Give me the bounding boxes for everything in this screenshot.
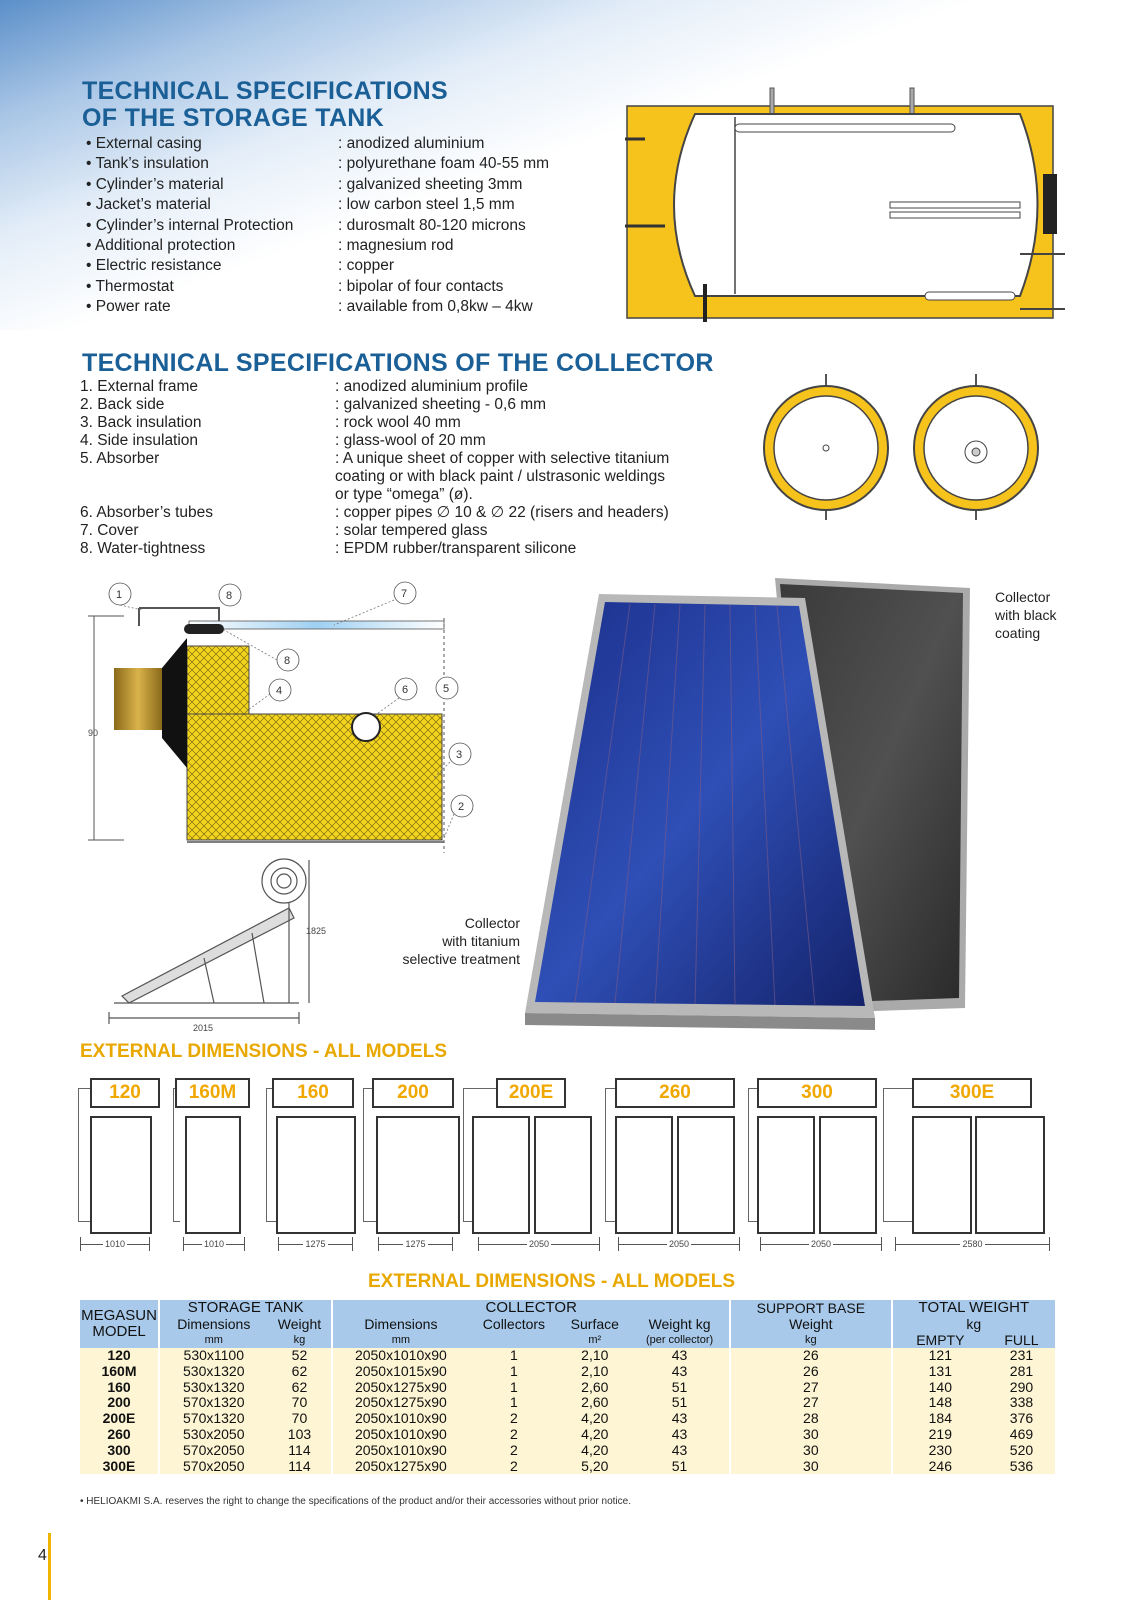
model-cell: 200E [80,1411,159,1427]
tank-spec-key: • Additional protection [86,236,236,254]
callout-8-top: 8 [226,590,233,602]
th-empty: EMPTY [892,1332,988,1348]
table-cell: 27 [730,1395,892,1411]
table-row [80,1395,1055,1411]
th-total-kg: kg [892,1316,1055,1332]
th-unit-mm: mm [159,1332,268,1348]
tank-spec-key: • Thermostat [86,277,174,295]
table-cell: 70 [268,1411,333,1427]
th-surface: Surface [559,1316,630,1332]
table-cell: 43 [630,1348,730,1364]
collector-spec-key: 1. External frame [80,378,199,395]
table-cell: 530x1100 [159,1348,268,1364]
models-title: EXTERNAL DIMENSIONS - ALL MODELS [80,1041,448,1062]
collector-spec-value: : copper pipes ∅ 10 & ∅ 22 (risers and headers) [335,504,669,521]
model-width-dimension [183,1237,245,1251]
table-cell: 62 [268,1364,333,1380]
table-row [80,1380,1055,1396]
model-label: 260 [615,1078,735,1108]
tank-spec-key: • Jacket’s material [86,196,211,214]
th-per-collector: (per collector) [630,1332,730,1348]
collector-spec-value: : glass-wool of 20 mm [335,432,486,449]
model-pipe [363,1088,377,1222]
collector-panel [912,1116,972,1234]
model-width-dimension [895,1237,1050,1251]
collector-spec-key: 5. Absorber [80,450,160,467]
table-cell: 1 [468,1395,559,1411]
table-cell: 2 [468,1459,559,1475]
model-width-dimension [278,1237,353,1251]
th-tank-dimensions: Dimensions [159,1316,268,1332]
callout-3: 3 [456,749,463,761]
table-row [80,1411,1055,1427]
collector-panel [276,1116,356,1234]
th-coll-dimensions: Dimensions [332,1316,468,1332]
table-cell: 2050x1010x90 [332,1348,468,1364]
model-width-label: 2580 [962,1239,983,1249]
table-cell: 103 [268,1427,333,1443]
table-cell: 27 [730,1380,892,1396]
collector-spec-value: : solar tempered glass [335,522,488,539]
collector-spec-value: : rock wool 40 mm [335,414,461,431]
th-storage: STORAGE TANK [159,1300,332,1316]
table-cell: 2050x1275x90 [332,1459,468,1475]
storage-tank-illustration [625,84,1065,324]
tank-spec-key: • Power rate [86,298,171,316]
callout-7: 7 [401,588,408,600]
th-unit-m2: m² [559,1332,630,1348]
caption-titanium-line3: selective treatment [402,951,520,967]
table-cell: 26 [730,1348,892,1364]
model-width-dimension [618,1237,740,1251]
model-cell: 260 [80,1427,159,1443]
tank-title-line1: TECHNICAL SPECIFICATIONS [82,77,449,105]
table-cell: 148 [892,1395,988,1411]
tank-spec-key: • Tank’s insulation [86,155,209,173]
model-width-dimension [80,1237,150,1251]
collector-spec-value: : galvanized sheeting - 0,6 mm [335,396,547,413]
table-cell: 2050x1275x90 [332,1395,468,1411]
table-cell: 536 [988,1459,1055,1475]
collector-spec-value: : EPDM rubber/transparent silicone [335,540,577,557]
table-cell: 2050x1015x90 [332,1364,468,1380]
collector-panel [615,1116,673,1234]
collector-spec-key: 7. Cover [80,522,139,539]
tank-spec-value: : copper [338,257,395,275]
table-cell: 184 [892,1411,988,1427]
table-cell: 51 [630,1459,730,1475]
tank-spec-key: • Cylinder’s material [86,175,224,193]
caption-black-line2: with black [995,607,1057,623]
table-cell: 570x1320 [159,1395,268,1411]
table-row [80,1427,1055,1443]
model-width-label: 2050 [668,1239,690,1249]
model-label: 200 [372,1078,454,1108]
tank-spec-value: : anodized aluminium [338,135,485,152]
collector-panel [677,1116,735,1234]
table-cell: 246 [892,1459,988,1475]
model-cell: 300 [80,1443,159,1459]
table-cell: 338 [988,1395,1055,1411]
model-width-label: 1275 [305,1239,326,1249]
model-width-label: 1010 [203,1239,225,1249]
th-collector: COLLECTOR [332,1300,730,1316]
table-cell: 2050x1275x90 [332,1380,468,1396]
collector-spec-value: : anodized aluminium profile [335,378,528,395]
th-unit-kg: kg [268,1332,333,1348]
table-cell: 2050x1010x90 [332,1427,468,1443]
table-cell: 43 [630,1443,730,1459]
table-cell: 520 [988,1443,1055,1459]
caption-black-line1: Collector [995,589,1051,605]
model-pipe [173,1088,180,1222]
table-cell: 70 [268,1395,333,1411]
table-cell: 28 [730,1411,892,1427]
th-collectors: Collectors [468,1316,559,1332]
table-cell: 30 [730,1443,892,1459]
table-cell: 2,10 [559,1364,630,1380]
table-cell: 230 [892,1443,988,1459]
th-unit-kg-support: kg [730,1332,892,1348]
tank-spec-key: • Electric resistance [86,257,222,275]
table-cell: 30 [730,1459,892,1475]
tank-title-line2: OF THE STORAGE TANK [82,104,385,132]
callout-2: 2 [458,801,465,813]
table-cell: 52 [268,1348,333,1364]
model-width-label: 1275 [405,1239,426,1249]
table-cell: 43 [630,1427,730,1443]
page-number-bar [48,1533,51,1600]
model-width-dimension [760,1237,882,1251]
table-row [80,1364,1055,1380]
table-cell: 4,20 [559,1427,630,1443]
table-cell: 2 [468,1443,559,1459]
caption-black-line3: coating [995,625,1041,641]
table-cell: 530x1320 [159,1380,268,1396]
model-cell: 300E [80,1459,159,1475]
tank-spec-value: : durosmalt 80-120 microns [338,216,526,234]
table-cell: 51 [630,1395,730,1411]
tank-spec-key: • Cylinder’s internal Protection [86,216,294,234]
collector-panel [90,1116,152,1234]
model-cell: 200 [80,1395,159,1411]
table-cell: 30 [730,1427,892,1443]
callout-6: 6 [402,684,409,696]
collector-spec-key: 3. Back insulation [80,414,202,431]
table-row [80,1443,1055,1459]
tank-title [82,78,448,132]
collector-panel [472,1116,530,1234]
table-cell: 2050x1010x90 [332,1443,468,1459]
model-label: 200E [496,1078,566,1108]
table-row [80,1348,1055,1364]
collector-spec-key: 8. Water-tightness [80,540,206,557]
table-cell: 140 [892,1380,988,1396]
model-cell: 120 [80,1348,159,1364]
th-full: FULL [988,1332,1055,1348]
table-cell: 530x1320 [159,1364,268,1380]
model-width-label: 2050 [528,1239,550,1249]
caption-titanium-line2: with titanium [442,933,520,949]
collector-spec-key: 6. Absorber’s tubes [80,504,213,521]
tank-spec-value: : available from 0,8kw – 4kw [338,298,533,316]
table-cell: 290 [988,1380,1055,1396]
table-cell: 131 [892,1364,988,1380]
table-cell: 1 [468,1348,559,1364]
th-coll-weight: Weight kg [630,1316,730,1332]
tank-spec-value: : bipolar of four contacts [338,277,504,295]
table-cell: 570x1320 [159,1411,268,1427]
collector-spec-key: 2. Back side [80,396,165,413]
model-cell: 160 [80,1380,159,1396]
table-cell: 469 [988,1427,1055,1443]
caption-black-coating [995,588,1056,642]
model-width-label: 1010 [104,1239,126,1249]
table-cell: 43 [630,1411,730,1427]
table-cell: 26 [730,1364,892,1380]
table-cell: 1 [468,1380,559,1396]
tank-end-views [760,372,1060,522]
collector-spec-value: or type “omega” (ø). [335,486,473,503]
collector-panel [975,1116,1045,1234]
tank-spec-value: : galvanized sheeting 3mm [338,175,523,193]
table-cell: 2,60 [559,1395,630,1411]
page-number: 4 [38,1547,47,1564]
table-cell: 2 [468,1427,559,1443]
table-cell: 114 [268,1443,333,1459]
caption-titanium-line1: Collector [464,915,520,931]
system-height-label: 1825 [306,926,327,936]
collector-panel [819,1116,877,1234]
table-cell: 121 [892,1348,988,1364]
th-tank-weight: Weight [268,1316,333,1332]
collector-panel [185,1116,241,1234]
table-cell: 570x2050 [159,1443,268,1459]
table-row [80,1459,1055,1475]
table-cell: 4,20 [559,1411,630,1427]
model-cell: 160M [80,1364,159,1380]
th-model: MEGASUN MODEL [80,1300,159,1348]
th-support: SUPPORT BASE [730,1300,892,1316]
table-cell: 2,10 [559,1348,630,1364]
dim-height-label: 90 [88,728,99,738]
collector-photos [515,578,995,1038]
model-label: 300E [912,1078,1032,1108]
tank-spec-key: • External casing [86,135,202,152]
table-cell: 530x2050 [159,1427,268,1443]
th-support-weight: Weight [730,1316,892,1332]
collector-panel [376,1116,460,1234]
callout-4: 4 [276,685,283,697]
model-label: 160 [272,1078,354,1108]
model-label: 300 [757,1078,877,1108]
th-total: TOTAL WEIGHT [892,1300,1055,1316]
callout-1: 1 [116,589,123,601]
model-width-dimension [378,1237,453,1251]
table-cell: 219 [892,1427,988,1443]
th-unit-mm-coll: mm [332,1332,468,1348]
table-cell: 2,60 [559,1380,630,1396]
system-width-label: 2015 [193,1023,214,1033]
table-cell: 376 [988,1411,1055,1427]
collector-title: TECHNICAL SPECIFICATIONS OF THE COLLECTOR [82,349,714,377]
model-label: 120 [90,1078,160,1108]
table-cell: 51 [630,1380,730,1396]
table-cell: 114 [268,1459,333,1475]
callout-8-mid: 8 [284,655,291,667]
caption-titanium [390,914,520,968]
table-cell: 5,20 [559,1459,630,1475]
collector-panel [757,1116,815,1234]
collector-spec-value: : A unique sheet of copper with selective titanium [335,450,670,467]
table-cell: 2 [468,1411,559,1427]
table-body [80,1348,1055,1474]
collector-spec-key: 4. Side insulation [80,432,199,449]
models-spec-table [80,1300,1055,1474]
tank-spec-value: : low carbon steel 1,5 mm [338,196,515,214]
collector-panel [534,1116,592,1234]
table-cell: 43 [630,1364,730,1380]
table-cell: 2050x1010x90 [332,1411,468,1427]
model-width-label: 2050 [810,1239,832,1249]
collector-spec-value: coating or with black paint / ulstrasonic weldings [335,468,665,485]
tank-spec-value: : magnesium rod [338,236,454,254]
table-cell: 4,20 [559,1443,630,1459]
table-cell: 570x2050 [159,1459,268,1475]
table-cell: 62 [268,1380,333,1396]
table-title: EXTERNAL DIMENSIONS - ALL MODELS [368,1271,736,1292]
table-cell: 1 [468,1364,559,1380]
model-label: 160M [175,1078,250,1108]
tank-spec-value: : polyurethane foam 40-55 mm [338,155,550,173]
table-cell: 281 [988,1364,1055,1380]
table-cell: 231 [988,1348,1055,1364]
disclaimer-note: • HELIOAKMI S.A. reserves the right to change the specifications of the product and/or their accessories without prior notice. [80,1496,631,1507]
model-width-dimension [478,1237,600,1251]
callout-5: 5 [443,683,450,695]
